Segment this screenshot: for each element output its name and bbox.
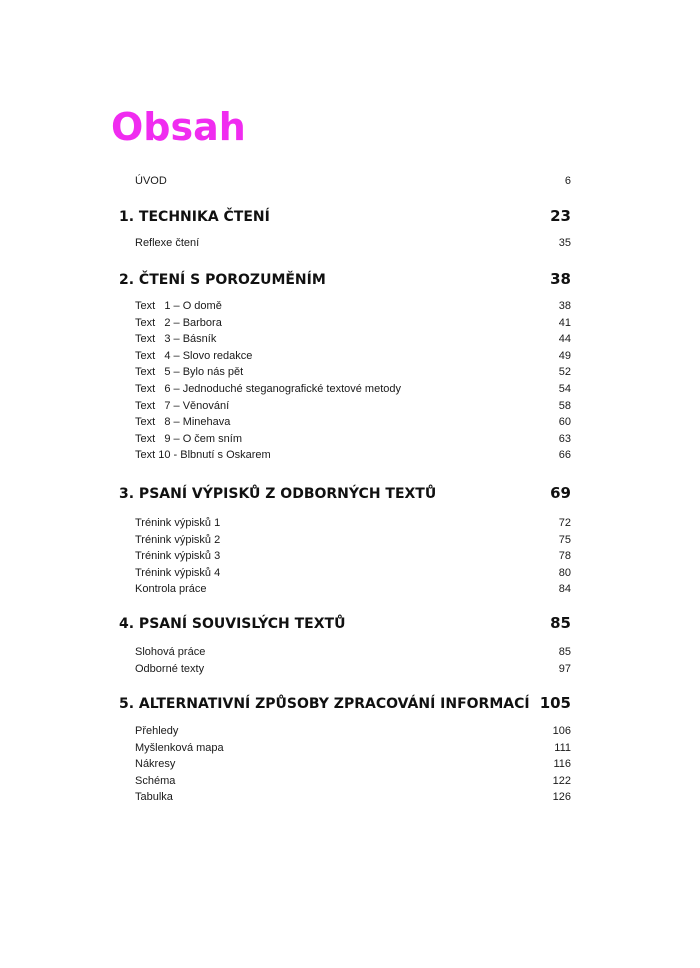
toc-item-label: Tabulka <box>135 791 173 804</box>
toc-section-heading[interactable] <box>119 205 571 227</box>
toc-item[interactable] <box>135 565 571 582</box>
toc-item[interactable] <box>135 447 571 464</box>
toc-item[interactable] <box>135 381 571 398</box>
toc-item[interactable] <box>135 644 571 661</box>
toc-item[interactable] <box>135 548 571 565</box>
toc-item-page: 38 <box>558 300 571 312</box>
toc-intro-label: ÚVOD <box>135 175 167 187</box>
toc-item[interactable] <box>135 348 571 365</box>
toc-item[interactable] <box>135 661 571 678</box>
toc-item-page: 41 <box>558 316 571 329</box>
section-heading-page: 85 <box>550 614 571 632</box>
toc-item[interactable] <box>135 315 571 332</box>
toc-item-label: Text 3 – Básník <box>135 333 217 346</box>
toc-intro-row[interactable] <box>135 174 571 188</box>
toc-item[interactable] <box>135 298 571 315</box>
toc-item-label: Myšlenková mapa <box>135 741 224 754</box>
toc-section-heading[interactable] <box>119 612 571 634</box>
toc-section-5 <box>119 692 571 806</box>
toc-item-list <box>135 644 571 677</box>
toc-item-page: 66 <box>558 449 571 462</box>
toc-item-list <box>135 723 571 806</box>
toc-item-page: 54 <box>558 382 571 395</box>
section-heading-label: 1. TECHNIKA ČTENÍ <box>119 209 270 225</box>
toc-item-page: 60 <box>558 416 571 429</box>
toc-item[interactable] <box>135 431 571 448</box>
section-heading-page: 69 <box>550 484 571 502</box>
toc-item-label: Kontrola práce <box>135 583 207 596</box>
toc-item-page: 80 <box>558 566 571 579</box>
toc-item-label: Schéma <box>135 774 176 787</box>
toc-item-label: Trénink výpisků 4 <box>135 566 221 579</box>
toc-item-page: 106 <box>552 725 571 737</box>
toc-section-3 <box>119 482 571 598</box>
toc-item-list <box>135 235 571 252</box>
toc-item-page: 58 <box>558 399 571 412</box>
toc-item-page: 35 <box>558 237 571 249</box>
toc-item-label: Nákresy <box>135 758 176 771</box>
toc-item-page: 122 <box>552 774 571 787</box>
toc-item[interactable] <box>135 773 571 790</box>
toc-item-list <box>135 298 571 464</box>
toc-item-page: 116 <box>553 758 571 771</box>
toc-item[interactable] <box>135 515 571 532</box>
toc-item-page: 111 <box>554 741 571 754</box>
toc-item-label: Text 1 – O domě <box>135 300 222 312</box>
toc-item[interactable] <box>135 723 571 740</box>
toc-item-page: 49 <box>558 349 571 362</box>
toc-item-label: Text 10 - Blbnutí s Oskarem <box>135 449 271 462</box>
toc-item-label: Trénink výpisků 1 <box>135 517 221 529</box>
toc-item-page: 72 <box>558 517 571 529</box>
toc-item-page: 52 <box>558 366 571 379</box>
toc-item-label: Trénink výpisků 2 <box>135 533 221 546</box>
toc-item[interactable] <box>135 414 571 431</box>
section-heading-label: 4. PSANÍ SOUVISLÝCH TEXTŮ <box>119 616 346 632</box>
page-title: Obsah <box>111 105 246 149</box>
section-heading-page: 38 <box>550 270 571 288</box>
toc-item-label: Text 2 – Barbora <box>135 316 222 329</box>
toc-item[interactable] <box>135 532 571 549</box>
toc-item-label: Text 5 – Bylo nás pět <box>135 366 244 379</box>
toc-item-page: 84 <box>558 583 571 596</box>
section-heading-label: 2. ČTENÍ S POROZUMĚNÍM <box>119 272 326 288</box>
toc-section-2 <box>119 268 571 464</box>
toc-item-label: Reflexe čtení <box>135 237 200 249</box>
toc-item-label: Text 6 – Jednoduché steganografické textové metody <box>135 382 401 395</box>
toc-item-page: 75 <box>558 533 571 546</box>
toc-item[interactable] <box>135 235 571 252</box>
toc-item[interactable] <box>135 756 571 773</box>
toc-item-page: 97 <box>558 662 571 675</box>
toc-item-label: Přehledy <box>135 725 179 737</box>
toc-section-heading[interactable] <box>119 268 571 290</box>
toc-intro-page: 6 <box>564 175 571 187</box>
toc-item-page: 126 <box>552 791 571 804</box>
section-heading-page: 105 <box>539 694 571 712</box>
toc-item-label: Text 4 – Slovo redakce <box>135 349 253 362</box>
toc-item-label: Text 9 – O čem sním <box>135 432 242 445</box>
section-heading-label: 3. PSANÍ VÝPISKŮ Z ODBORNÝCH TEXTŮ <box>119 486 437 502</box>
section-heading-label: 5. ALTERNATIVNÍ ZPŮSOBY ZPRACOVÁNÍ INFORMACÍ <box>119 696 530 712</box>
toc-item[interactable] <box>135 789 571 806</box>
toc-item[interactable] <box>135 331 571 348</box>
toc-item[interactable] <box>135 740 571 757</box>
toc-section-1 <box>119 205 571 252</box>
toc-item[interactable] <box>135 581 571 598</box>
section-heading-page: 23 <box>550 207 571 225</box>
toc-item-page: 63 <box>558 432 571 445</box>
toc-item-label: Slohová práce <box>135 646 206 658</box>
toc-item-list <box>135 515 571 598</box>
toc-item-page: 85 <box>558 646 571 658</box>
toc-item-label: Text 8 – Minehava <box>135 416 231 429</box>
toc-section-4 <box>119 612 571 677</box>
toc-item[interactable] <box>135 398 571 415</box>
toc-section-heading[interactable] <box>119 692 571 714</box>
toc-section-heading[interactable] <box>119 482 571 504</box>
toc-item-label: Trénink výpisků 3 <box>135 550 221 563</box>
toc-item[interactable] <box>135 364 571 381</box>
toc-item-label: Odborné texty <box>135 662 205 675</box>
toc-item-page: 44 <box>558 333 571 346</box>
toc-item-page: 78 <box>558 550 571 563</box>
toc-item-label: Text 7 – Věnování <box>135 399 230 412</box>
